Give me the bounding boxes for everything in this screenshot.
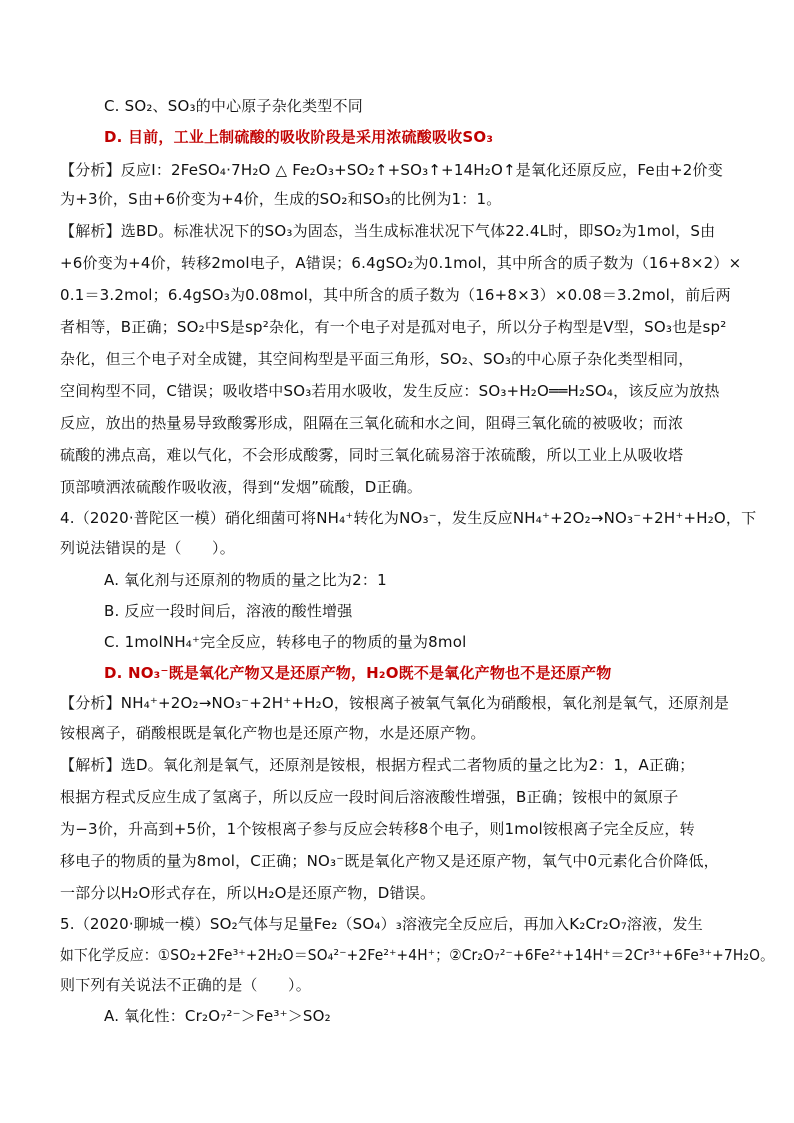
- analysis-q4-line2: 铵根离子，硝酸根既是氧化产物也是还原产物，水是还原产物。: [60, 724, 486, 742]
- question-4-stem-line1: 4.（2020·普陀区一模）硝化细菌可将NH₄⁺转化为NO₃⁻，发生反应NH₄⁺+2O₂→NO₃⁻+2H⁺+H₂O，下: [60, 509, 757, 527]
- option-d-q3-answer: D. 目前，工业上制硫酸的吸收阶段是采用浓硫酸吸收SO₃: [104, 128, 494, 146]
- solution-q4-line2: 根据方程式反应生成了氢离子，所以反应一段时间后溶液酸性增强，B正确；铵根中的氮原子: [60, 788, 679, 806]
- question-5-stem-line2: 如下化学反应：①SO₂+2Fe³⁺+2H₂O＝SO₄²⁻+2Fe²⁺+4H⁺；②Cr₂O₇²⁻+6Fe²⁺+14H⁺＝2Cr³⁺+6Fe³⁺+7H₂O。: [60, 946, 775, 964]
- option-a-q5: A. 氧化性：Cr₂O₇²⁻＞Fe³⁺＞SO₂: [104, 1007, 331, 1025]
- option-a-q4: A. 氧化剂与还原剂的物质的量之比为2：1: [104, 571, 387, 589]
- option-c-q3: C. SO₂、SO₃的中心原子杂化类型不同: [104, 97, 363, 115]
- option-c-q4: C. 1molNH₄⁺完全反应，转移电子的物质的量为8mol: [104, 633, 467, 651]
- solution-q4-line1: 【解析】选D。氧化剂是氧气，还原剂是铵根，根据方程式二者物质的量之比为2：1，A正确；: [60, 756, 695, 774]
- solution-q3-line8: 硫酸的沸点高，难以气化，不会形成酸雾，同时三氧化硫易溶于浓硫酸，所以工业上从吸收塔: [60, 446, 684, 464]
- solution-q3-line1: 【解析】选BD。标准状况下的SO₃为固态，当生成标准状况下气体22.4L时，即SO₂为1mol，S由: [60, 222, 716, 240]
- solution-q3-line2: +6价变为+4价，转移2mol电子，A错误；6.4gSO₂为0.1mol，其中所含的质子数为（16+8×2）×: [60, 254, 742, 272]
- question-4-stem-line2: 列说法错误的是（ ）。: [60, 539, 235, 557]
- solution-q3-line7: 反应，放出的热量易导致酸雾形成，阻隔在三氧化硫和水之间，阻碍三氧化硫的被吸收；而浓: [60, 414, 684, 432]
- solution-q4-line3: 为−3价，升高到+5价，1个铵根离子参与反应会转移8个电子，则1mol铵根离子完全反应，转: [60, 820, 695, 838]
- option-b-q4: B. 反应一段时间后，溶液的酸性增强: [104, 602, 353, 620]
- solution-q3-line5: 杂化，但三个电子对全成键，其空间构型是平面三角形，SO₂、SO₃的中心原子杂化类型相同，: [60, 350, 694, 368]
- solution-q3-line3: 0.1＝3.2mol；6.4gSO₃为0.08mol，其中所含的质子数为（16+8×3）×0.08＝3.2mol，前后两: [60, 286, 731, 304]
- analysis-q3-line1: 【分析】反应Ⅰ：2FeSO₄·7H₂O △ Fe₂O₃+SO₂↑+SO₃↑+14H₂O↑是氧化还原反应，Fe由+2价变: [60, 161, 723, 179]
- analysis-q3-line2: 为+3价，S由+6价变为+4价，生成的SO₂和SO₃的比例为1：1。: [60, 190, 502, 208]
- question-5-stem-line3: 则下列有关说法不正确的是（ ）。: [60, 976, 311, 994]
- solution-q4-line5: 一部分以H₂O形式存在，所以H₂O是还原产物，D错误。: [60, 884, 436, 902]
- analysis-q4-line1: 【分析】NH₄⁺+2O₂→NO₃⁻+2H⁺+H₂O，铵根离子被氧气氧化为硝酸根，氧化剂是氧气，还原剂是: [60, 694, 730, 712]
- solution-q4-line4: 移电子的物质的量为8mol，C正确；NO₃⁻既是氧化产物又是还原产物，氧气中0元素化合价降低，: [60, 852, 719, 870]
- question-5-stem-line1: 5.（2020·聊城一模）SO₂气体与足量Fe₂（SO₄）₃溶液完全反应后，再加入K₂Cr₂O₇溶液，发生: [60, 915, 703, 933]
- solution-q3-line4: 者相等，B正确；SO₂中S是sp²杂化，有一个电子对是孤对电子，所以分子构型是V型，SO₃也是sp²: [60, 318, 727, 336]
- solution-q3-line6: 空间构型不同，C错误；吸收塔中SO₃若用水吸收，发生反应：SO₃+H₂O══H₂SO₄，该反应为放热: [60, 382, 720, 400]
- option-d-q4-answer: D. NO₃⁻既是氧化产物又是还原产物，H₂O既不是氧化产物也不是还原产物: [104, 664, 612, 682]
- solution-q3-line9: 顶部喷洒浓硫酸作吸收液，得到“发烟”硫酸，D正确。: [60, 478, 423, 496]
